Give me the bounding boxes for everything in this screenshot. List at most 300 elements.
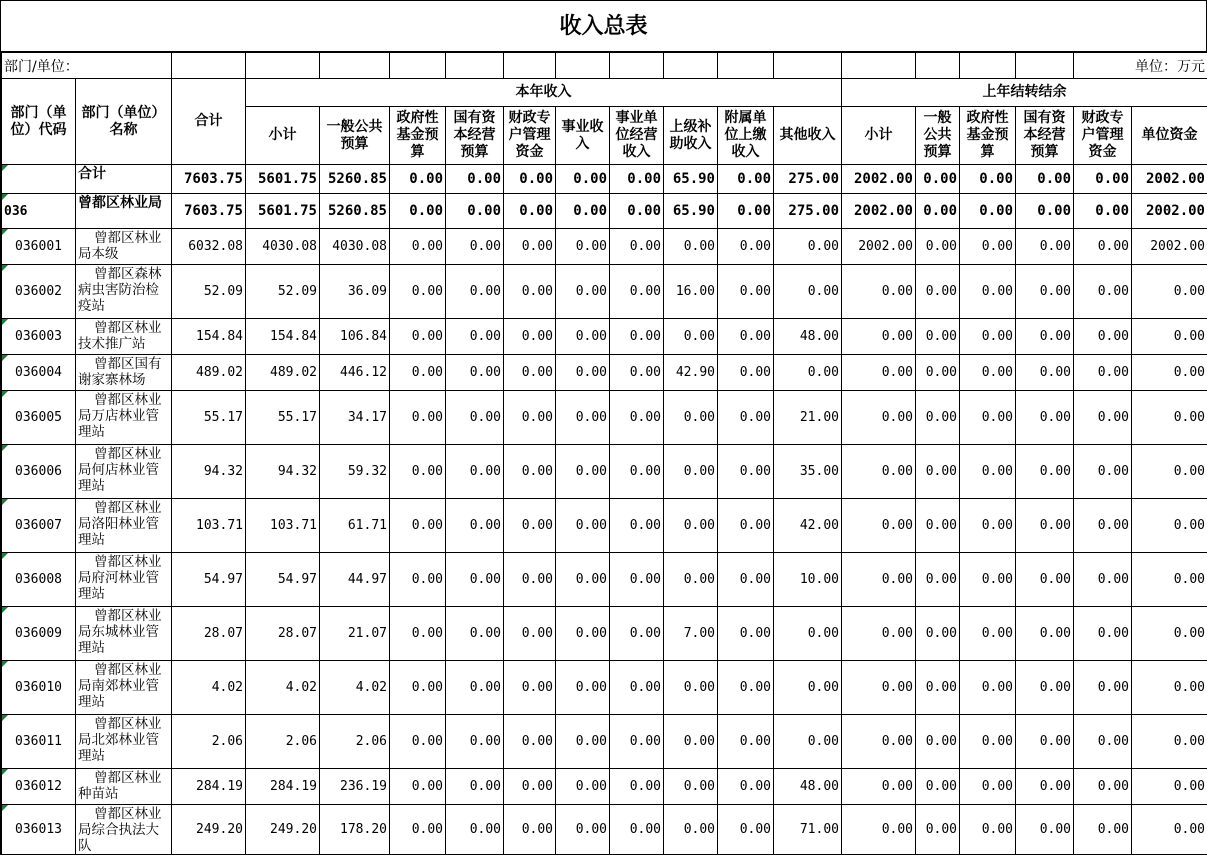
value-cell: 0.00 [1016, 355, 1074, 391]
value-cell: 0.00 [718, 194, 774, 229]
value-cell: 0.00 [1074, 553, 1132, 607]
value-cell: 0.00 [610, 391, 664, 445]
value-cell: 94.32 [172, 445, 246, 499]
dept-code-cell: 036012 [2, 769, 76, 805]
dept-code-cell: 036002 [2, 265, 76, 319]
value-cell: 0.00 [610, 165, 664, 194]
value-cell: 0.00 [1074, 265, 1132, 319]
value-cell: 7603.75 [172, 194, 246, 229]
value-cell: 249.20 [172, 805, 246, 855]
value-cell: 0.00 [842, 715, 916, 769]
value-cell: 0.00 [1074, 391, 1132, 445]
value-cell: 0.00 [718, 769, 774, 805]
value-cell: 0.00 [1132, 769, 1207, 805]
value-cell: 0.00 [1016, 553, 1074, 607]
value-cell: 0.00 [504, 661, 556, 715]
dept-name-cell: 曾都区林业局万店林业管理站 [76, 391, 172, 445]
value-cell: 0.00 [718, 355, 774, 391]
dept-name-cell: 曾都区林业局北郊林业管理站 [76, 715, 172, 769]
value-cell: 0.00 [446, 607, 504, 661]
value-cell: 0.00 [664, 391, 718, 445]
value-cell: 0.00 [960, 769, 1016, 805]
value-cell: 0.00 [446, 805, 504, 855]
value-cell: 0.00 [960, 165, 1016, 194]
value-cell: 0.00 [1016, 165, 1074, 194]
value-cell: 48.00 [774, 319, 842, 355]
value-cell: 0.00 [504, 499, 556, 553]
value-cell: 0.00 [556, 499, 610, 553]
value-cell: 0.00 [664, 769, 718, 805]
value-cell: 0.00 [960, 391, 1016, 445]
value-cell: 0.00 [1074, 445, 1132, 499]
value-cell: 0.00 [446, 165, 504, 194]
value-cell: 0.00 [504, 355, 556, 391]
value-cell: 0.00 [664, 229, 718, 265]
value-cell: 0.00 [390, 499, 446, 553]
dept-name-cell: 曾都区林业种苗站 [76, 769, 172, 805]
value-cell: 0.00 [842, 445, 916, 499]
value-cell: 0.00 [1132, 607, 1207, 661]
dept-code-cell: 036004 [2, 355, 76, 391]
value-cell: 0.00 [774, 229, 842, 265]
value-cell: 0.00 [842, 355, 916, 391]
value-cell: 0.00 [556, 769, 610, 805]
value-cell: 0.00 [446, 553, 504, 607]
value-cell: 0.00 [390, 391, 446, 445]
value-cell: 0.00 [718, 553, 774, 607]
value-cell: 6032.08 [172, 229, 246, 265]
table-row [2, 715, 1207, 769]
value-cell: 0.00 [446, 445, 504, 499]
header-current-col: 小计 [246, 107, 320, 165]
value-cell: 0.00 [504, 319, 556, 355]
table-row [2, 165, 1207, 194]
value-cell: 284.19 [246, 769, 320, 805]
value-cell: 0.00 [446, 769, 504, 805]
header-current-col: 国有资本经营预算 [446, 107, 504, 165]
value-cell: 2.06 [246, 715, 320, 769]
value-cell: 0.00 [556, 165, 610, 194]
value-cell: 0.00 [1074, 499, 1132, 553]
value-cell: 0.00 [504, 445, 556, 499]
value-cell: 0.00 [504, 194, 556, 229]
value-cell: 446.12 [320, 355, 390, 391]
dept-name-cell: 曾都区林业局本级 [76, 229, 172, 265]
value-cell: 0.00 [1016, 715, 1074, 769]
value-cell: 54.97 [246, 553, 320, 607]
value-cell: 0.00 [610, 607, 664, 661]
table-row [2, 194, 1207, 229]
value-cell: 2.06 [320, 715, 390, 769]
dept-code-cell: 036009 [2, 607, 76, 661]
value-cell: 0.00 [664, 319, 718, 355]
value-cell: 54.97 [172, 553, 246, 607]
value-cell: 0.00 [390, 445, 446, 499]
table-row [2, 355, 1207, 391]
dept-code-cell [2, 165, 76, 194]
value-cell: 0.00 [718, 499, 774, 553]
value-cell: 0.00 [916, 319, 960, 355]
value-cell: 0.00 [664, 553, 718, 607]
dept-code-cell: 036007 [2, 499, 76, 553]
value-cell: 0.00 [1132, 355, 1207, 391]
unit-label: 单位：万元 [1074, 53, 1207, 79]
value-cell: 0.00 [1132, 445, 1207, 499]
value-cell: 0.00 [556, 661, 610, 715]
value-cell: 275.00 [774, 194, 842, 229]
value-cell: 16.00 [664, 265, 718, 319]
value-cell: 0.00 [718, 607, 774, 661]
value-cell: 71.00 [774, 805, 842, 855]
value-cell: 4.02 [172, 661, 246, 715]
value-cell: 2002.00 [1132, 194, 1207, 229]
value-cell: 0.00 [610, 265, 664, 319]
value-cell: 5260.85 [320, 165, 390, 194]
value-cell: 0.00 [774, 661, 842, 715]
value-cell: 0.00 [718, 661, 774, 715]
value-cell: 0.00 [556, 805, 610, 855]
value-cell: 0.00 [718, 319, 774, 355]
dept-label: 部门/单位： [2, 53, 172, 79]
value-cell: 0.00 [556, 445, 610, 499]
value-cell: 0.00 [556, 194, 610, 229]
value-cell: 0.00 [718, 805, 774, 855]
value-cell: 0.00 [1132, 265, 1207, 319]
value-cell: 0.00 [1074, 607, 1132, 661]
value-cell: 0.00 [446, 319, 504, 355]
value-cell: 0.00 [504, 391, 556, 445]
value-cell: 94.32 [246, 445, 320, 499]
value-cell: 0.00 [842, 265, 916, 319]
header-current-col: 事业收入 [556, 107, 610, 165]
header-row-1 [2, 79, 1207, 107]
value-cell: 0.00 [842, 769, 916, 805]
value-cell: 4030.08 [246, 229, 320, 265]
value-cell: 0.00 [916, 715, 960, 769]
value-cell: 0.00 [960, 805, 1016, 855]
value-cell: 0.00 [916, 229, 960, 265]
dept-name-cell: 曾都区林业局东城林业管理站 [76, 607, 172, 661]
value-cell: 0.00 [556, 229, 610, 265]
value-cell: 0.00 [610, 553, 664, 607]
value-cell: 52.09 [172, 265, 246, 319]
value-cell: 59.32 [320, 445, 390, 499]
value-cell: 0.00 [842, 499, 916, 553]
value-cell: 0.00 [960, 661, 1016, 715]
value-cell: 0.00 [390, 265, 446, 319]
value-cell: 0.00 [504, 165, 556, 194]
value-cell: 0.00 [610, 769, 664, 805]
value-cell: 4.02 [246, 661, 320, 715]
value-cell: 0.00 [916, 445, 960, 499]
value-cell: 0.00 [842, 553, 916, 607]
value-cell: 0.00 [390, 355, 446, 391]
header-current-col: 财政专户管理资金 [504, 107, 556, 165]
value-cell: 0.00 [446, 229, 504, 265]
header-current-col: 一般公共预算 [320, 107, 390, 165]
value-cell: 0.00 [1132, 499, 1207, 553]
value-cell: 0.00 [390, 661, 446, 715]
value-cell: 0.00 [556, 553, 610, 607]
value-cell: 0.00 [1016, 499, 1074, 553]
header-current-year: 本年收入 [246, 79, 842, 107]
value-cell: 0.00 [1074, 805, 1132, 855]
value-cell: 0.00 [774, 715, 842, 769]
value-cell: 0.00 [556, 391, 610, 445]
value-cell: 0.00 [390, 165, 446, 194]
value-cell: 0.00 [718, 265, 774, 319]
value-cell: 35.00 [774, 445, 842, 499]
value-cell: 0.00 [774, 607, 842, 661]
value-cell: 0.00 [916, 769, 960, 805]
value-cell: 2.06 [172, 715, 246, 769]
value-cell: 0.00 [664, 499, 718, 553]
value-cell: 21.00 [774, 391, 842, 445]
value-cell: 0.00 [842, 661, 916, 715]
value-cell: 0.00 [610, 194, 664, 229]
value-cell: 4030.08 [320, 229, 390, 265]
value-cell: 0.00 [1016, 769, 1074, 805]
value-cell: 0.00 [774, 355, 842, 391]
sheet-title: 收入总表 [1, 1, 1207, 52]
value-cell: 0.00 [556, 319, 610, 355]
value-cell: 0.00 [916, 499, 960, 553]
value-cell: 0.00 [446, 265, 504, 319]
value-cell: 0.00 [1132, 805, 1207, 855]
value-cell: 0.00 [960, 607, 1016, 661]
dept-code-cell: 036005 [2, 391, 76, 445]
value-cell: 103.71 [172, 499, 246, 553]
header-name: 部门（单位）名称 [76, 79, 172, 165]
value-cell: 0.00 [1132, 319, 1207, 355]
value-cell: 0.00 [446, 661, 504, 715]
table-row [2, 499, 1207, 553]
value-cell: 0.00 [1132, 391, 1207, 445]
value-cell: 0.00 [1016, 229, 1074, 265]
value-cell: 0.00 [1016, 607, 1074, 661]
value-cell: 0.00 [556, 715, 610, 769]
value-cell: 0.00 [664, 661, 718, 715]
value-cell: 0.00 [1074, 165, 1132, 194]
value-cell: 0.00 [916, 194, 960, 229]
value-cell: 0.00 [842, 391, 916, 445]
value-cell: 0.00 [504, 265, 556, 319]
dept-name-cell: 曾都区林业局洛阳林业管理站 [76, 499, 172, 553]
header-prev-col: 国有资本经营预算 [1016, 107, 1074, 165]
value-cell: 0.00 [504, 805, 556, 855]
table-row [2, 319, 1207, 355]
value-cell: 0.00 [556, 607, 610, 661]
value-cell: 0.00 [390, 715, 446, 769]
header-prev-col: 一般公共预算 [916, 107, 960, 165]
value-cell: 0.00 [390, 769, 446, 805]
value-cell: 0.00 [1016, 194, 1074, 229]
value-cell: 2002.00 [842, 229, 916, 265]
value-cell: 0.00 [718, 445, 774, 499]
header-code: 部门（单位）代码 [2, 79, 76, 165]
value-cell: 0.00 [610, 229, 664, 265]
value-cell: 0.00 [1074, 229, 1132, 265]
value-cell: 48.00 [774, 769, 842, 805]
value-cell: 236.19 [320, 769, 390, 805]
value-cell: 2002.00 [1132, 229, 1207, 265]
header-current-col: 上级补助收入 [664, 107, 718, 165]
header-total: 合计 [172, 79, 246, 165]
value-cell: 28.07 [246, 607, 320, 661]
value-cell: 0.00 [960, 715, 1016, 769]
header-prev-col: 单位资金 [1132, 107, 1207, 165]
value-cell: 0.00 [960, 229, 1016, 265]
value-cell: 28.07 [172, 607, 246, 661]
value-cell: 0.00 [1132, 661, 1207, 715]
value-cell: 0.00 [504, 553, 556, 607]
dept-name-cell: 曾都区林业局府河林业管理站 [76, 553, 172, 607]
value-cell: 0.00 [960, 265, 1016, 319]
value-cell: 4.02 [320, 661, 390, 715]
header-current-col: 事业单位经营收入 [610, 107, 664, 165]
value-cell: 489.02 [246, 355, 320, 391]
value-cell: 0.00 [718, 165, 774, 194]
value-cell: 0.00 [960, 445, 1016, 499]
value-cell: 0.00 [446, 194, 504, 229]
value-cell: 0.00 [1016, 319, 1074, 355]
value-cell: 0.00 [390, 805, 446, 855]
value-cell: 0.00 [960, 319, 1016, 355]
value-cell: 65.90 [664, 165, 718, 194]
table-row [2, 769, 1207, 805]
value-cell: 0.00 [718, 715, 774, 769]
header-prev-carryover: 上年结转结余 [842, 79, 1207, 107]
dept-name-cell: 曾都区林业局南郊林业管理站 [76, 661, 172, 715]
value-cell: 0.00 [1074, 194, 1132, 229]
value-cell: 0.00 [960, 499, 1016, 553]
value-cell: 0.00 [1016, 805, 1074, 855]
dept-name-cell: 曾都区林业局综合执法大队 [76, 805, 172, 855]
value-cell: 0.00 [664, 805, 718, 855]
value-cell: 0.00 [446, 715, 504, 769]
value-cell: 0.00 [610, 661, 664, 715]
value-cell: 0.00 [1016, 445, 1074, 499]
value-cell: 0.00 [916, 391, 960, 445]
value-cell: 0.00 [446, 355, 504, 391]
value-cell: 5601.75 [246, 194, 320, 229]
value-cell: 7603.75 [172, 165, 246, 194]
value-cell: 0.00 [446, 391, 504, 445]
value-cell: 0.00 [718, 229, 774, 265]
table-row [2, 553, 1207, 607]
dept-code-cell: 036010 [2, 661, 76, 715]
value-cell: 0.00 [1074, 715, 1132, 769]
dept-code-cell: 036006 [2, 445, 76, 499]
value-cell: 106.84 [320, 319, 390, 355]
value-cell: 0.00 [1016, 661, 1074, 715]
value-cell: 0.00 [842, 319, 916, 355]
value-cell: 52.09 [246, 265, 320, 319]
header-prev-col: 财政专户管理资金 [1074, 107, 1132, 165]
value-cell: 34.17 [320, 391, 390, 445]
value-cell: 154.84 [172, 319, 246, 355]
value-cell: 0.00 [916, 607, 960, 661]
value-cell: 275.00 [774, 165, 842, 194]
value-cell: 489.02 [172, 355, 246, 391]
value-cell: 0.00 [610, 445, 664, 499]
value-cell: 5601.75 [246, 165, 320, 194]
table-row [2, 265, 1207, 319]
value-cell: 0.00 [390, 194, 446, 229]
dept-name-cell: 曾都区林业局 [76, 194, 172, 229]
value-cell: 0.00 [556, 355, 610, 391]
header-prev-col: 小计 [842, 107, 916, 165]
value-cell: 0.00 [1132, 715, 1207, 769]
value-cell: 65.90 [664, 194, 718, 229]
income-table [1, 52, 1207, 855]
value-cell: 284.19 [172, 769, 246, 805]
value-cell: 0.00 [556, 265, 610, 319]
value-cell: 44.97 [320, 553, 390, 607]
value-cell: 154.84 [246, 319, 320, 355]
value-cell: 61.71 [320, 499, 390, 553]
value-cell: 0.00 [504, 769, 556, 805]
dept-code-cell: 036 [2, 194, 76, 229]
value-cell: 0.00 [916, 661, 960, 715]
table-row [2, 229, 1207, 265]
value-cell: 178.20 [320, 805, 390, 855]
dept-name-cell: 合计 [76, 165, 172, 194]
value-cell: 0.00 [610, 715, 664, 769]
table-row [2, 661, 1207, 715]
dept-name-cell: 曾都区国有谢家寨林场 [76, 355, 172, 391]
value-cell: 0.00 [1074, 319, 1132, 355]
value-cell: 0.00 [390, 607, 446, 661]
value-cell: 0.00 [610, 499, 664, 553]
value-cell: 2002.00 [842, 165, 916, 194]
value-cell: 0.00 [390, 553, 446, 607]
value-cell: 0.00 [916, 355, 960, 391]
value-cell: 0.00 [1016, 265, 1074, 319]
value-cell: 0.00 [718, 391, 774, 445]
value-cell: 0.00 [1074, 355, 1132, 391]
value-cell: 0.00 [610, 805, 664, 855]
header-prev-col: 政府性基金预算 [960, 107, 1016, 165]
value-cell: 0.00 [1016, 391, 1074, 445]
value-cell: 0.00 [1074, 769, 1132, 805]
value-cell: 0.00 [390, 229, 446, 265]
value-cell: 36.09 [320, 265, 390, 319]
value-cell: 0.00 [446, 499, 504, 553]
table-row [2, 805, 1207, 855]
value-cell: 0.00 [842, 805, 916, 855]
value-cell: 42.90 [664, 355, 718, 391]
value-cell: 0.00 [504, 607, 556, 661]
value-cell: 0.00 [1132, 553, 1207, 607]
dept-code-cell: 036008 [2, 553, 76, 607]
value-cell: 0.00 [664, 715, 718, 769]
value-cell: 0.00 [390, 319, 446, 355]
dept-code-cell: 036003 [2, 319, 76, 355]
value-cell: 0.00 [960, 355, 1016, 391]
table-row [2, 445, 1207, 499]
value-cell: 0.00 [960, 553, 1016, 607]
dept-name-cell: 曾都区林业技术推广站 [76, 319, 172, 355]
value-cell: 2002.00 [842, 194, 916, 229]
value-cell: 21.07 [320, 607, 390, 661]
value-cell: 0.00 [916, 805, 960, 855]
value-cell: 10.00 [774, 553, 842, 607]
value-cell: 0.00 [960, 194, 1016, 229]
dept-name-cell: 曾都区森林病虫害防治检疫站 [76, 265, 172, 319]
value-cell: 0.00 [916, 553, 960, 607]
value-cell: 0.00 [504, 229, 556, 265]
